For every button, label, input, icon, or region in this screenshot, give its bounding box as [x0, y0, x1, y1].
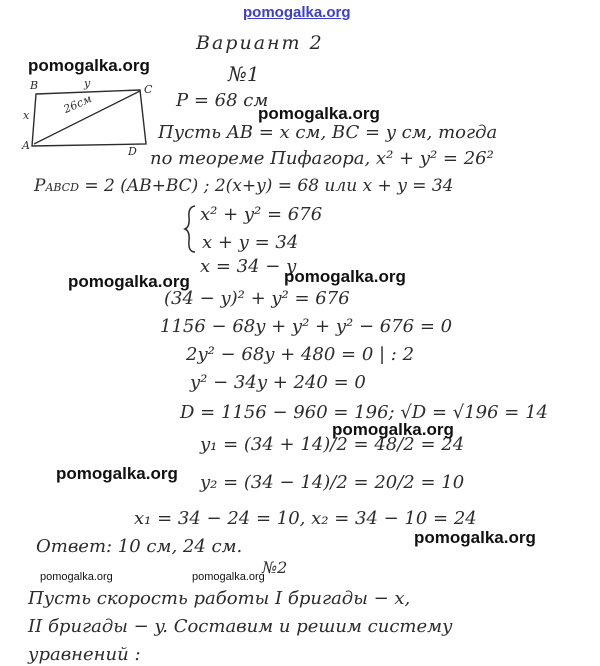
side-y-label: y	[84, 77, 91, 90]
site-link-top[interactable]: pomogalka.org	[243, 4, 351, 21]
perimeter-formula-rest: = 2 (AB+BC) ; 2(x+y) = 68 или x + y = 34	[78, 176, 454, 196]
corner-c-label: C	[144, 83, 153, 96]
diagonal-label: 26см	[61, 92, 94, 116]
watermark: pomogalka.org	[56, 464, 178, 483]
line-reduced: y² − 34y + 240 = 0	[190, 372, 366, 393]
task-2-line-1: Пусть скорость работы I бригады − x,	[28, 588, 411, 609]
system-eq-1: x² + y² = 676	[200, 204, 323, 225]
system-brace	[183, 204, 199, 254]
line-quadratic: 2y² − 68y + 480 = 0 | : 2	[186, 344, 415, 365]
perimeter-subscript: ABCD	[45, 181, 79, 194]
line-discriminant: D = 1156 − 960 = 196; √D = √196 = 14	[180, 402, 548, 423]
watermark: pomogalka.org	[258, 104, 380, 123]
line-substitute: (34 − y)² + y² = 676	[164, 288, 350, 309]
watermark: pomogalka.org	[284, 267, 406, 286]
corner-a-label: A	[22, 139, 30, 152]
watermark: pomogalka.org	[414, 528, 536, 547]
line-perimeter: P = 68 см	[176, 90, 269, 111]
watermark: pomogalka.org	[68, 272, 190, 291]
side-x-label: x	[23, 109, 30, 122]
task-2-number: №2	[262, 558, 288, 577]
task-2-line-2: II бригады − y. Составим и решим систему	[28, 616, 453, 637]
perimeter-symbol: P	[34, 176, 46, 196]
watermark: pomogalka.org	[332, 420, 454, 439]
watermark: pomogalka.org	[28, 56, 150, 75]
system-eq-2: x + y = 34	[202, 232, 299, 253]
variant-heading: Вариант 2	[196, 32, 324, 54]
line-x-values: x₁ = 34 − 24 = 10, x₂ = 34 − 10 = 24	[134, 508, 477, 529]
line-expand: 1156 − 68y + y² + y² − 676 = 0	[160, 316, 453, 337]
line-pythagoras: по теореме Пифагора, x² + y² = 26²	[150, 148, 494, 169]
task-2-line-3: уравнений :	[28, 644, 141, 665]
line-root-2: y₂ = (34 − 14)/2 = 20/2 = 10	[200, 472, 465, 493]
corner-b-label: B	[30, 79, 39, 92]
line-express-x: x = 34 − y	[200, 256, 297, 277]
line-root-1: y₁ = (34 + 14)/2 = 48/2 = 24	[200, 434, 465, 455]
rectangle-figure	[28, 79, 153, 154]
line-perimeter-formula	[34, 178, 453, 195]
watermark-small: pomogalka.org	[40, 571, 113, 583]
corner-d-label: D	[128, 145, 137, 158]
line-let: Пусть AB = x см, BC = y см, тогда	[158, 122, 498, 143]
answer-line: Ответ: 10 см, 24 см.	[36, 536, 243, 557]
watermark-small: pomogalka.org	[192, 571, 265, 583]
task-1-number: №1	[228, 62, 260, 86]
